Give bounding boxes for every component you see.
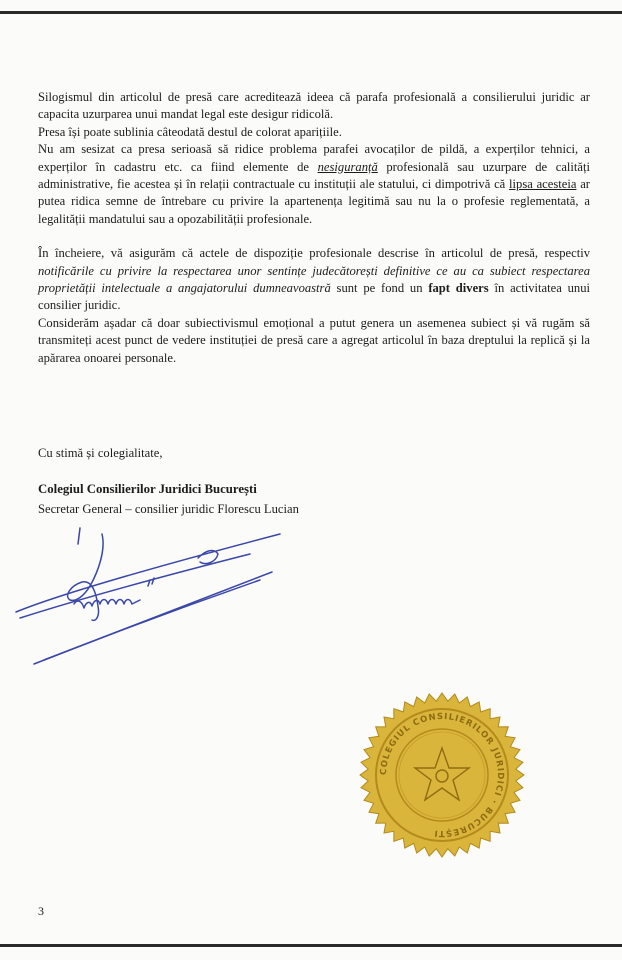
handwritten-signature [10,520,300,670]
paragraph-gap [38,228,590,245]
bottom-border-line [0,944,622,947]
page-number: 3 [38,904,44,918]
emphasis-notificari: notificările cu privire la respectarea unor sentințe judecătorești definitive ce au ca subiect respectarea proprietății intelectuale a angajatorului dumneavoastră [38,263,590,296]
letter-body [38,89,590,367]
underlined-lipsa-acesteia: lipsa acesteia [509,177,577,192]
paragraph-4-part-a: În încheiere, vă asigurăm că actele de dispoziție profesionale descrise în articolul de presă, respectiv [38,246,590,261]
paragraph-4 [38,245,590,315]
paragraph-4-part-c: în activitatea unui consilier juridic. [38,281,591,313]
paragraph-3-part-b: profesională sau uzurpare de calități administrative, fie acestea și în relații contractuale cu instituții ale statului, ci dimpotrivă că [38,159,590,192]
organization-name: Colegiul Consilierilor Juridici București [38,482,257,496]
paragraph-3-part-a: Nu am sesizat ca presa serioasă să ridice problema parafei avocaților de pildă, a experților tehnici, a experților în cadastru etc. ca fiind elemente de [38,142,590,174]
paragraph-4-part-b: sunt pe fond un [330,281,429,296]
signer-title: Secretar General – consilier juridic Florescu Lucian [38,502,299,516]
bold-fapt-divers: fapt divers [428,281,489,296]
gold-notary-seal [357,690,527,860]
paragraph-5: Considerăm așadar că doar subiectivismul emoțional a putut genera un asemenea subiect și vă rugăm să transmiteți acest punct de vedere instituției de presă care a agregat articolul în baza dreptului la replică și la apărarea onoarei personale. [38,315,590,365]
top-border-line [0,11,622,14]
paragraph-2: Presa își poate sublinia câteodată destul de colorat aparițiile. [38,124,342,139]
paragraph-3 [38,141,590,228]
closing-salutation: Cu stimă și colegialitate, [38,446,163,460]
emphasis-nesiguranta: nesiguranță [317,159,378,174]
paragraph-3-part-c: ar putea ridica semne de întrebare cu privire la apartenența legitimă sau nu la o profesie reglementată, a legalității mandatului sau a opozabilității profesionale. [38,177,590,226]
seal-lettering: COLEGIUL CONSILIERILOR JURIDICI · BUCUREȘTI [378,711,506,839]
paragraph-1: Silogismul din articolul de presă care acreditează ideea că parafa profesională a consilierului juridic ar capacita uzurparea unui mandat legal este desigur ridicolă. [38,90,590,122]
